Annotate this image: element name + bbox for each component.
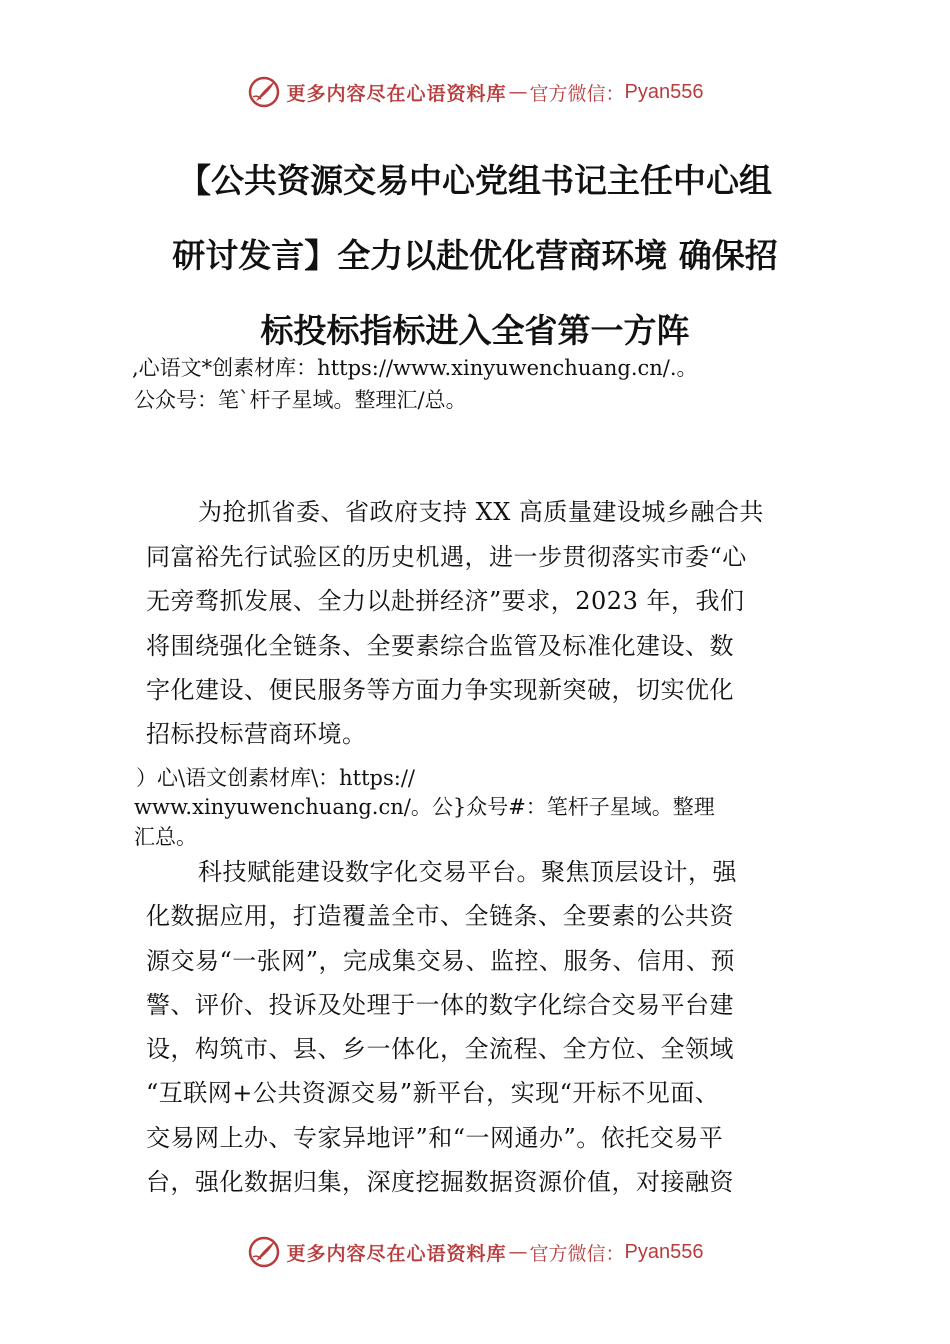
- banner-text: 更多内容尽在心语资料库: [286, 82, 507, 105]
- watermark-notice-line-2: 公众号：笔`杆子星域。整理汇/总。: [134, 388, 467, 412]
- watermark-notice-line-2: www.xinyuwenchuang.cn/。公}众号#：笔杆子星域。整理: [134, 795, 715, 819]
- paragraph-2-line: 警、评价、投诉及处理于一体的数字化综合交易平台建: [146, 991, 734, 1019]
- banner-separator: —: [508, 81, 528, 103]
- banner-wechat-label: 官方微信：: [529, 82, 625, 105]
- banner-separator: —: [508, 1241, 528, 1263]
- paragraph-2-line: “互联网+公共资源交易”新平台，实现“开标不见面、: [146, 1079, 720, 1107]
- document-title-line-2: 研讨发言】全力以赴优化营商环境 确保招: [172, 236, 778, 275]
- paragraph-2-line: 科技赋能建设数字化交易平台。聚焦顶层设计，强: [198, 858, 737, 886]
- paragraph-1-line: 无旁骛抓发展、全力以赴拼经济”要求，2023 年，我们: [146, 587, 745, 615]
- paragraph-1-line: 招标投标营商环境。: [146, 720, 367, 748]
- banner-wechat-label: 官方微信：: [529, 1242, 625, 1265]
- quill-logo-icon: [247, 75, 281, 109]
- paragraph-1-line: 为抢抓省委、省政府支持 XX 高质量建设城乡融合共: [198, 498, 764, 526]
- paragraph-2-line: 交易网上办、专家异地评”和“一网通办”。依托交易平: [146, 1124, 724, 1152]
- paragraph-1-line: 字化建设、便民服务等方面力争实现新突破，切实优化: [146, 676, 734, 704]
- banner-text: 更多内容尽在心语资料库: [286, 1242, 507, 1265]
- banner-wechat-id: Pyan556: [624, 80, 704, 103]
- paragraph-2-line: 台，强化数据归集，深度挖掘数据资源价值，对接融资: [146, 1168, 734, 1196]
- document-title-line-1: 【公共资源交易中心党组书记主任中心组: [178, 161, 772, 200]
- banner-wechat-id: Pyan556: [624, 1240, 704, 1263]
- paragraph-2-line: 源交易“一张网”，完成集交易、监控、服务、信用、预: [146, 947, 736, 975]
- document-title-line-3: 标投标指标进入全省第一方阵: [260, 311, 690, 350]
- header-banner: [0, 72, 950, 112]
- paragraph-1-line: 将围绕强化全链条、全要素综合监管及标准化建设、数: [146, 632, 734, 660]
- watermark-notice-line-1: ,心语文*创素材库：https://www.xinyuwenchuang.cn/.。: [132, 356, 698, 380]
- quill-logo-icon: [247, 1235, 281, 1269]
- paragraph-1-line: 同富裕先行试验区的历史机遇，进一步贯彻落实市委“心: [146, 543, 747, 571]
- paragraph-2-line: 设，构筑市、县、乡一体化，全流程、全方位、全领域: [146, 1035, 734, 1063]
- watermark-notice-line-3: 汇总。: [134, 825, 197, 849]
- footer-banner: [0, 1232, 950, 1272]
- paragraph-2-line: 化数据应用，打造覆盖全市、全链条、全要素的公共资: [146, 902, 734, 930]
- watermark-notice-line-1: ）心\语文创素材库\：https://: [136, 766, 415, 790]
